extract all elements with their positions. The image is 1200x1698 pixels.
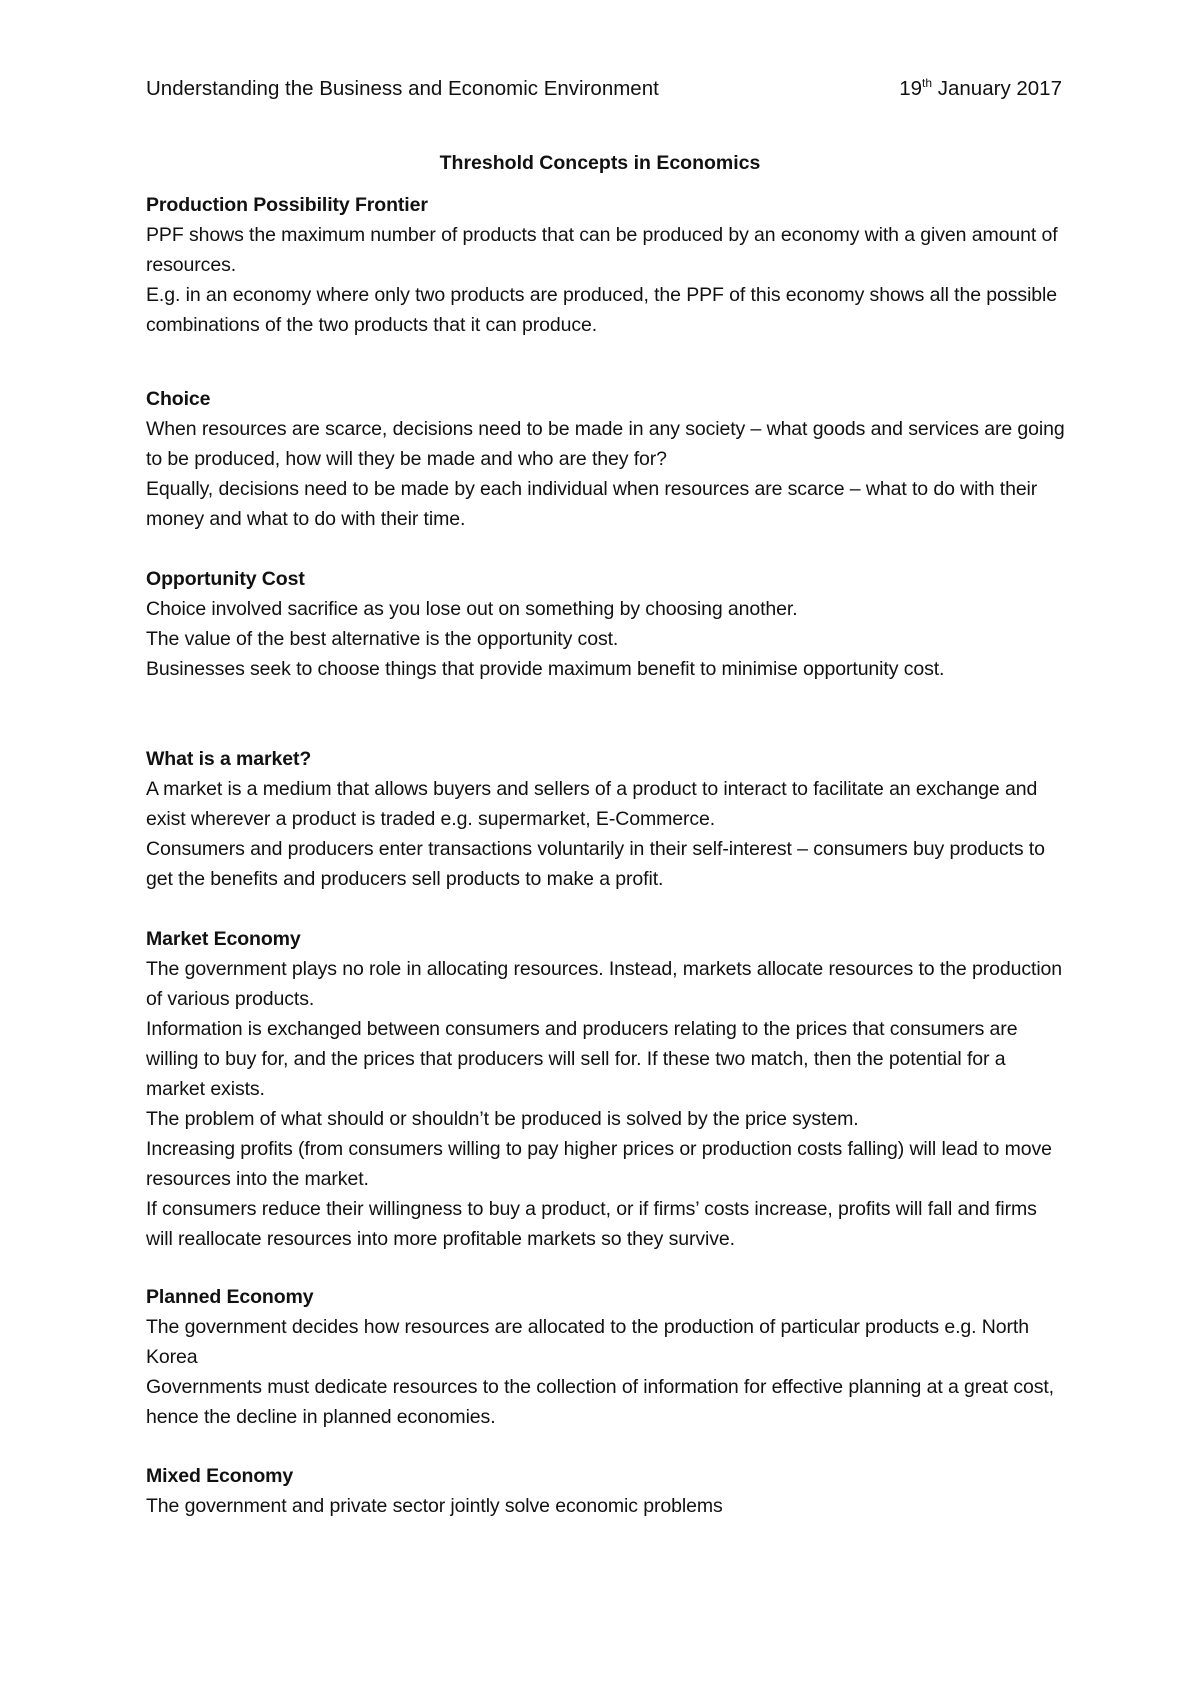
section-paragraph: A market is a medium that allows buyers and sellers of a product to interact to facilitate an exchange and exist wherever a product is traded e.g. supermarket, E-Commerce. — [146, 778, 1038, 830]
section-heading: Opportunity Cost — [146, 568, 305, 590]
section-ppf — [146, 190, 1066, 340]
page-header — [146, 76, 1062, 102]
section-heading: Mixed Economy — [146, 1465, 294, 1487]
section-paragraph: The value of the best alternative is the opportunity cost. — [146, 628, 619, 650]
section-paragraph: Consumers and producers enter transactions voluntarily in their self-interest – consumers buy products to get the benefits and producers sell products to make a profit. — [146, 838, 1045, 890]
section-paragraph: Businesses seek to choose things that provide maximum benefit to minimise opportunity cost. — [146, 658, 945, 680]
document-title: Threshold Concepts in Economics — [439, 152, 761, 174]
section-paragraph: PPF shows the maximum number of products that can be produced by an economy with a given amount of resources. — [146, 224, 1058, 276]
section-paragraph: The government plays no role in allocating resources. Instead, markets allocate resources to the production of various products. — [146, 958, 1063, 1010]
section-heading: Market Economy — [146, 928, 301, 950]
section-paragraph: Information is exchanged between consumers and producers relating to the prices that consumers are willing to buy for, and the prices that producers will sell for. If these two match, then the potential for a market exists. — [146, 1018, 1018, 1100]
section-opportunity-cost — [146, 564, 1066, 684]
course-title: Understanding the Business and Economic Environment — [146, 77, 659, 100]
section-market-economy — [146, 924, 1066, 1254]
section-paragraph: When resources are scarce, decisions need to be made in any society – what goods and services are going to be produced, how will they be made and who are they for? — [146, 418, 1065, 470]
section-what-is-a-market — [146, 744, 1066, 894]
header-date — [899, 76, 1062, 102]
section-paragraph: If consumers reduce their willingness to buy a product, or if firms’ costs increase, profits will fall and firms will reallocate resources into more profitable markets so they survive. — [146, 1198, 1037, 1250]
section-heading: Planned Economy — [146, 1286, 314, 1308]
section-paragraph: The government decides how resources are allocated to the production of particular products e.g. North Korea — [146, 1316, 1029, 1368]
section-paragraph: E.g. in an economy where only two products are produced, the PPF of this economy shows all the possible combinations of the two products that it can produce. — [146, 284, 1058, 336]
section-paragraph: Choice involved sacrifice as you lose out on something by choosing another. — [146, 598, 798, 620]
section-heading: Production Possibility Frontier — [146, 194, 428, 216]
section-paragraph: Governments must dedicate resources to the collection of information for effective planning at a great cost, hence the decline in planned economies. — [146, 1376, 1054, 1428]
section-paragraph: The problem of what should or shouldn’t be produced is solved by the price system. — [146, 1108, 859, 1130]
section-paragraph: The government and private sector jointly solve economic problems — [146, 1495, 723, 1517]
date-month-year: January 2017 — [932, 77, 1062, 100]
date-day: 19 — [899, 77, 923, 100]
section-planned-economy — [146, 1282, 1066, 1432]
section-heading: What is a market? — [146, 748, 312, 770]
section-choice — [146, 384, 1066, 534]
date-suffix: th — [922, 76, 933, 91]
section-paragraph: Increasing profits (from consumers willing to pay higher prices or production costs falling) will lead to move resources into the market. — [146, 1138, 1052, 1190]
section-paragraph: Equally, decisions need to be made by each individual when resources are scarce – what to do with their money and what to do with their time. — [146, 478, 1038, 530]
section-heading: Choice — [146, 388, 211, 410]
section-mixed-economy — [146, 1461, 1066, 1521]
